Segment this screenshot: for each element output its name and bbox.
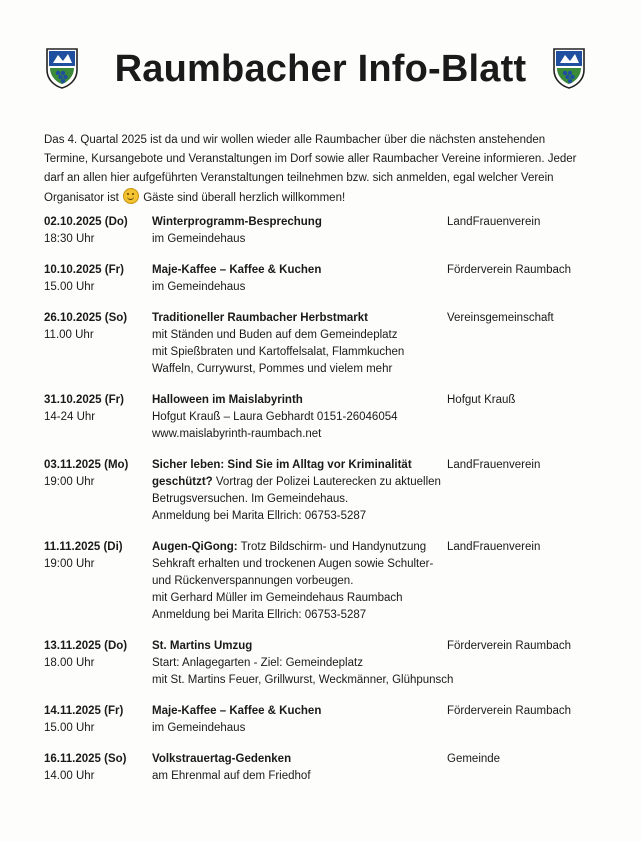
event-entry [44, 751, 604, 785]
header [0, 38, 641, 108]
event-detail: mit Spießbraten und Kartoffelsalat, Flammkuchen [152, 346, 405, 358]
event-date: 13.11.2025 (Do) [44, 640, 128, 652]
event-organizer: Hofgut Krauß [447, 394, 516, 406]
event-organizer: Förderverein Raumbach [447, 705, 572, 717]
event-entry [44, 214, 604, 248]
event-title-continued: geschützt? [152, 476, 213, 488]
event-time: 14.00 Uhr [44, 770, 95, 782]
event-registration: Anmeldung bei Marita Ellrich: 06753-5287 [152, 609, 367, 621]
event-title: Maje-Kaffee – Kaffee & Kuchen [152, 705, 322, 717]
event-list [44, 214, 604, 799]
event-entry [44, 262, 604, 296]
coat-of-arms-icon [551, 46, 587, 90]
event-entry [44, 392, 604, 443]
event-organizer: Förderverein Raumbach [447, 264, 572, 276]
event-detail: Waffeln, Currywurst, Pommes und vielem mehr [152, 363, 393, 375]
event-title: Augen-QiGong: [152, 541, 238, 553]
event-detail: Betrugsversuchen. Im Gemeindehaus. [152, 493, 349, 505]
event-time: 11.00 Uhr [44, 329, 94, 341]
event-detail: mit St. Martins Feuer, Grillwurst, Weckmänner, Glühpunsch [152, 674, 454, 686]
event-detail: am Ehrenmal auf dem Friedhof [152, 770, 311, 782]
event-time: 19:00 Uhr [44, 558, 95, 570]
event-title: Volkstrauertag-Gedenken [152, 753, 292, 765]
page-title: Raumbacher Info-Blatt [114, 48, 527, 90]
event-entry [44, 638, 604, 689]
event-entry [44, 703, 604, 737]
event-time: 14-24 Uhr [44, 411, 96, 423]
event-detail: im Gemeindehaus [152, 281, 246, 293]
event-detail: im Gemeindehaus [152, 233, 246, 245]
event-time: 18.00 Uhr [44, 657, 95, 669]
event-website: www.maislabyrinth-raumbach.net [152, 428, 322, 440]
event-organizer: Förderverein Raumbach [447, 640, 572, 652]
event-date: 14.11.2025 (Fr) [44, 705, 124, 717]
event-title: Sicher leben: Sind Sie im Alltag vor Kriminalität [152, 459, 412, 471]
event-time: 15.00 Uhr [44, 281, 95, 293]
event-time: 15.00 Uhr [44, 722, 95, 734]
event-detail: und Rückenverspannungen vorbeugen. [152, 575, 354, 587]
event-entry [44, 310, 604, 378]
event-title: Maje-Kaffee – Kaffee & Kuchen [152, 264, 322, 276]
event-date: 03.11.2025 (Mo) [44, 459, 129, 471]
event-date: 02.10.2025 (Do) [44, 216, 128, 228]
event-date: 10.10.2025 (Fr) [44, 264, 124, 276]
event-organizer: LandFrauenverein [447, 459, 541, 471]
event-title: Winterprogramm-Besprechung [152, 216, 322, 228]
event-date: 11.11.2025 (Di) [44, 541, 123, 553]
event-detail: Vortrag der Polizei Lauterecken zu aktuellen [212, 476, 441, 488]
event-title: St. Martins Umzug [152, 640, 253, 652]
intro-paragraph [44, 131, 584, 208]
event-detail: mit Ständen und Buden auf dem Gemeindeplatz [152, 329, 398, 341]
event-date: 31.10.2025 (Fr) [44, 394, 124, 406]
event-entry [44, 539, 604, 624]
event-detail: mit Gerhard Müller im Gemeindehaus Raumbach [152, 592, 403, 604]
event-time: 19:00 Uhr [44, 476, 95, 488]
event-date: 16.11.2025 (So) [44, 753, 127, 765]
event-title: Halloween im Maislabyrinth [152, 394, 303, 406]
event-date: 26.10.2025 (So) [44, 312, 128, 324]
smiley-icon [123, 188, 139, 204]
intro-text-end: Gäste sind überall herzlich willkommen! [143, 192, 346, 204]
event-organizer: Gemeinde [447, 753, 501, 765]
event-detail: Start: Anlagegarten - Ziel: Gemeindeplatz [152, 657, 363, 669]
event-organizer: LandFrauenverein [447, 216, 541, 228]
event-time: 18:30 Uhr [44, 233, 95, 245]
event-detail: Trotz Bildschirm- und Handynutzung [237, 541, 427, 553]
event-detail: Sehkraft erhalten und trockenen Augen sowie Schulter- [152, 558, 434, 570]
intro-text: Das 4. Quartal 2025 ist da und wir wollen wieder alle Raumbacher über die nächsten anstehenden Termine, Kursangebote und Veranstaltungen im Dorf sowie aller Raumbacher Vereine informieren. Jeder darf an allen hier aufgeführten Veranstaltungen teilnehmen bzw. sich anmelden, egal welcher Verein Organisator ist [44, 134, 577, 204]
event-organizer: LandFrauenverein [447, 541, 541, 553]
event-registration: Anmeldung bei Marita Ellrich: 06753-5287 [152, 510, 367, 522]
event-organizer: Vereinsgemeinschaft [447, 312, 554, 324]
event-detail: Hofgut Krauß – Laura Gebhardt 0151-26046054 [152, 411, 398, 423]
event-detail: im Gemeindehaus [152, 722, 246, 734]
event-entry [44, 457, 604, 525]
event-title: Traditioneller Raumbacher Herbstmarkt [152, 312, 369, 324]
